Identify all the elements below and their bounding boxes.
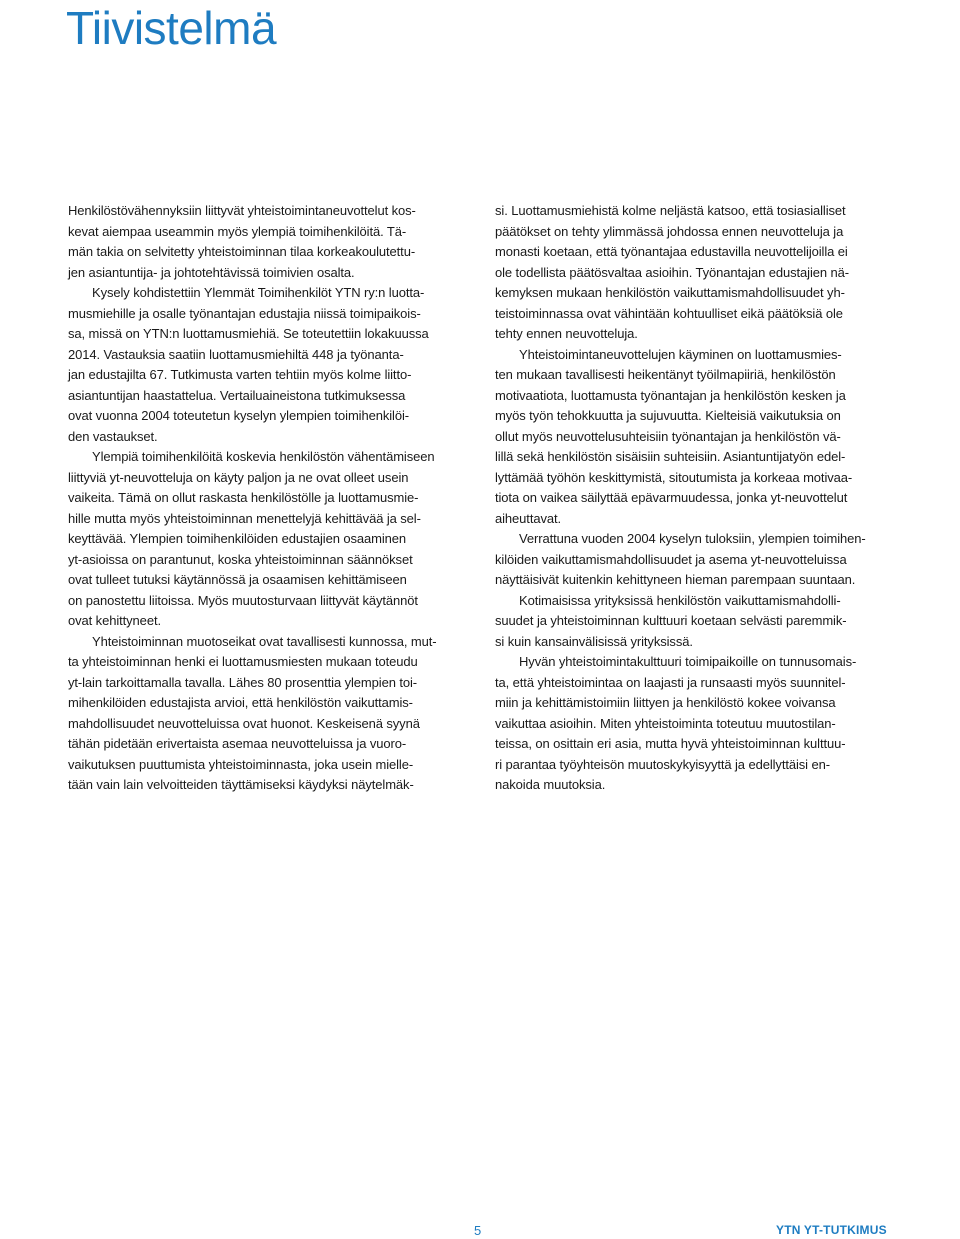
footer-brand: YTN YT-TUTKIMUS	[776, 1223, 887, 1237]
text-line: tään vain lain velvoitteiden täyttämiseksi käydyksi näytelmäk-	[68, 777, 414, 792]
paragraph	[68, 201, 468, 283]
text-line: myös työn tehokkuutta ja sujuvuutta. Kielteisiä vaikutuksia on	[495, 408, 841, 423]
text-line: kevat aiempaa useammin myös ylempiä toimihenkilöitä. Tä-	[68, 223, 407, 239]
paragraph	[68, 283, 468, 447]
text-line: Yhteistoiminnan muotoseikat ovat tavallisesti kunnossa, mut-	[92, 633, 437, 649]
text-line: Henkilöstövähennyksiin liittyvät yhteistoimintaneuvottelut kos-	[68, 203, 416, 218]
text-line: sa, missä on YTN:n luottamusmiehiä. Se toteutettiin lokakuussa	[68, 326, 429, 341]
text-line: Ylempiä toimihenkilöitä koskevia henkilöstön vähentämiseen	[92, 449, 435, 464]
text-line: lyttämää työhön keskittymistä, sitoutumista ja korkeaa motivaa-	[495, 469, 853, 485]
text-line: on panostettu liitoissa. Myös muutosturvaan liittyvät käytännöt	[68, 592, 418, 608]
text-line: kemyksen mukaan henkilöstön vaikuttamismahdollisuudet yh-	[495, 285, 845, 300]
paragraph	[68, 447, 468, 632]
text-line: asiantuntijan haastattelua. Vertailuaineistona tutkimuksessa	[68, 387, 406, 403]
text-line: ri parantaa työyhteisön muutoskykyisyyttä ja edellyttäisi en-	[495, 756, 830, 772]
text-line: mahdollisuudet neuvotteluissa ovat huonot. Keskeisenä syynä	[68, 715, 420, 731]
text-line: vaikeita. Tämä on ollut raskasta henkilöstölle ja luottamusmie-	[68, 490, 419, 505]
page-number: 5	[474, 1223, 482, 1238]
text-line: tehty ennen neuvotteluja.	[495, 326, 638, 341]
left-column	[68, 201, 468, 796]
page-title: Tiivistelmä	[66, 2, 277, 54]
text-line: nakoida muutoksia.	[495, 777, 606, 792]
text-line: si. Luottamusmiehistä kolme neljästä katsoo, että tosiasialliset	[495, 203, 846, 218]
text-line: vaikutuksen puuttumista yhteistoiminnasta, joka usein mielle-	[68, 756, 414, 772]
text-line: hille mutta myös yhteistoiminnan menettelyjä kehittävää ja sel-	[68, 510, 421, 526]
text-line: vaikuttaa asioihin. Miten yhteistoiminta toteutuu muutostilan-	[495, 715, 836, 731]
text-line: kilöiden vaikuttamismahdollisuudet ja asema yt-neuvotteluissa	[495, 551, 847, 567]
text-line: yt-asioissa on parantunut, koska yhteistoiminnan säännökset	[68, 551, 413, 567]
text-line: mihenkilöiden edustajista arvioi, että henkilöstön vaikuttamis-	[68, 695, 413, 710]
text-line: keyttävää. Ylempien toimihenkilöiden edustajien osaaminen	[68, 531, 407, 546]
text-line: teissa, on osittain eri asia, mutta hyvä yhteistoiminnan kulttuu-	[495, 736, 846, 751]
text-line: Kotimaisissa yrityksissä henkilöstön vaikuttamismahdolli-	[519, 592, 841, 608]
text-line: ovat kehittyneet.	[68, 613, 161, 628]
text-line: den vastaukset.	[68, 428, 158, 444]
text-line: Kysely kohdistettiin Ylemmät Toimihenkilöt YTN ry:n luotta-	[92, 285, 425, 300]
text-line: motivaatiota, luottamusta työnantajan ja henkilöstön kesken ja	[495, 387, 846, 403]
text-line: män takia on selvitetty yhteistoiminnan tilaa korkeakoulutettu-	[68, 244, 416, 259]
text-line: tähän pidetään erivertaista asemaa neuvotteluissa ja vuoro-	[68, 736, 407, 751]
paragraph	[495, 652, 895, 796]
text-line: suudet ja yhteistoiminnan kulttuuri koetaan selvästi paremmik-	[495, 613, 847, 628]
text-line: ole todellista päätösvaltaa asioihin. Työnantajan edustajien nä-	[495, 264, 850, 280]
text-line: näyttäisivät kuitenkin kehittyneen hieman parempaan suuntaan.	[495, 572, 856, 587]
text-line: Verrattuna vuoden 2004 kyselyn tuloksiin, ylempien toimihen-	[519, 531, 866, 546]
text-line: ta, että yhteistoimintaa on laajasti ja runsaasti myös suunnitel-	[495, 674, 846, 690]
text-line: ta yhteistoiminnan henki ei luottamusmiesten mukaan toteudu	[68, 654, 418, 669]
paragraph	[495, 201, 895, 345]
text-line: yt-lain tarkoittamalla tavalla. Lähes 80 prosenttia ylempien toi-	[68, 674, 418, 690]
text-line: jen asiantuntija- ja johtotehtävissä toimivien osalta.	[68, 264, 355, 280]
text-line: ovat tulleet tutuksi käytännössä ja osaamisen kehittämiseen	[68, 572, 407, 587]
text-line: jan edustajilta 67. Tutkimusta varten tehtiin myös kolme liitto-	[68, 367, 412, 382]
text-line: aiheuttavat.	[495, 510, 562, 526]
text-line: si kuin kansainvälisissä yrityksissä.	[495, 633, 693, 649]
paragraph	[495, 345, 895, 530]
text-line: musmiehille ja osalle työnantajan edustajia niissä toimipaikois-	[68, 305, 421, 321]
text-line: lillä sekä henkilöstön sisäisiin suhteisiin. Asiantuntijatyön edel-	[495, 449, 846, 464]
text-line: 2014. Vastauksia saatiin luottamusmiehiltä 448 ja työnanta-	[68, 346, 404, 362]
right-column	[495, 201, 895, 796]
text-line: ollut myös neuvottelusuhteisiin työnantajan ja henkilöstön vä-	[495, 428, 841, 444]
text-line: ovat vuonna 2004 toteutetun kyselyn ylempien toimihenkilöi-	[68, 408, 409, 423]
text-line: päätökset on tehty ylimmässä johdossa ennen neuvotteluja ja	[495, 223, 844, 239]
text-line: ten mukaan tavallisesti heikentänyt työilmapiiriä, henkilöstön	[495, 367, 836, 382]
paragraph	[495, 529, 895, 591]
text-line: tiota on vaikea säilyttää epävarmuudessa, jonka yt-neuvottelut	[495, 490, 848, 505]
text-line: teistoiminnassa ovat vähintään kohtuulliset eikä päätöksiä ole	[495, 305, 843, 321]
paragraph	[68, 632, 468, 796]
text-line: liittyviä yt-neuvotteluja on käyty paljon ja ne ovat olleet usein	[68, 469, 409, 485]
text-line: Hyvän yhteistoimintakulttuuri toimipaikoille on tunnusomais-	[519, 654, 857, 669]
text-line: monasti koetaan, että työnantajaa edustavilla neuvottelijoilla ei	[495, 244, 848, 259]
paragraph	[495, 591, 895, 653]
text-line: Yhteistoimintaneuvottelujen käyminen on luottamusmies-	[519, 346, 842, 362]
text-line: miin ja kehittämistoimiin liittyen ja henkilöstö kokee voivansa	[495, 695, 836, 710]
